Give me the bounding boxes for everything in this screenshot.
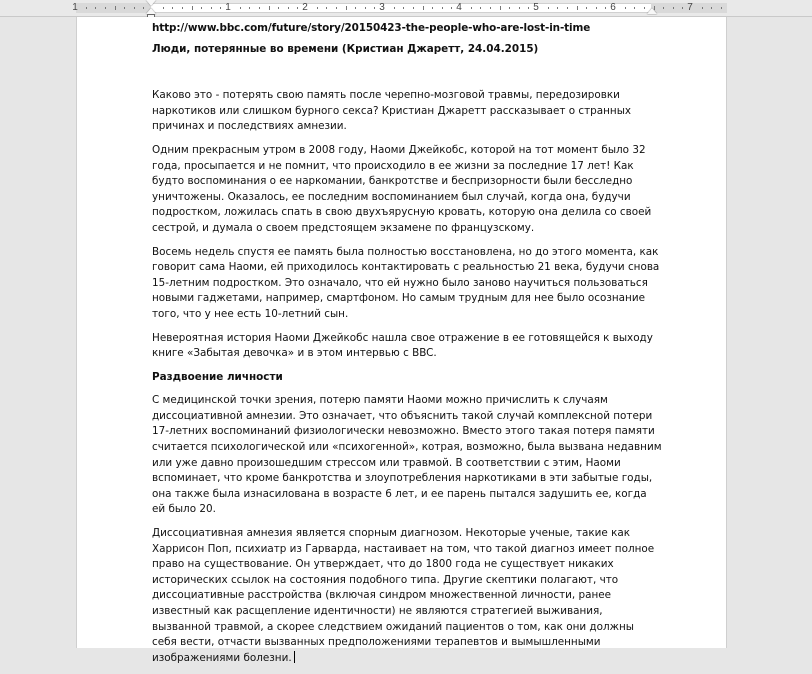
ruler-tick xyxy=(288,7,289,9)
ruler-tick xyxy=(403,7,404,9)
ruler-tick xyxy=(567,7,568,9)
ruler-tick xyxy=(124,7,125,9)
ruler-tick xyxy=(211,7,212,9)
ruler-tick xyxy=(201,7,202,9)
section-heading[interactable]: Раздвоение личности xyxy=(152,370,283,383)
ruler-tick xyxy=(240,7,241,9)
paragraph-last-text: Диссоциативная амнезия является спорным диагнозом. Некоторые ученые, такие как Харрисон Поп, психиатр из Гарварда, настаивает на том, что такой диагноз имеет полное право на существование. Он утверждает, что до 1800 года не существует никаких исторических ссылок на состояния подобного типа. Другие скептики полагают, что диссоциативные расстройства (включая синдром множественной личности, ранее известный как расщепление идентичности) не являются стратегией выживания, вызванной травмой, а скорее следствием ожиданий пациентов о том, как они должны себя вести, отчасти вызванных предположениями терапевтов и вымышленными изображениями болезни. xyxy=(152,527,655,664)
ruler-tick xyxy=(432,7,433,9)
right-indent-marker[interactable] xyxy=(647,8,657,14)
ruler-tick xyxy=(423,6,424,10)
ruler-number: 6 xyxy=(610,2,616,13)
ruler-tick xyxy=(115,6,116,10)
paragraph[interactable]: Восемь недель спустя ее память была полностью восстановлена, но до этого момента, как говорит сама Наоми, ей приходилось контактировать с реальностью 21 века, будучи снова 15-летним подростком. Это означало, что ей нужно было заново научиться пользоваться новыми гаджетами, например, смартфоном. Но самым трудным для нее было осознание того, что у нее есть 10-летний сын. xyxy=(152,245,660,320)
ruler-tick xyxy=(86,7,87,9)
ruler-tick xyxy=(605,7,606,9)
ruler-tick xyxy=(192,6,193,10)
ruler-number: 5 xyxy=(533,2,539,13)
ruler-tick xyxy=(673,7,674,9)
ruler-tick xyxy=(625,7,626,9)
ruler-tick xyxy=(394,7,395,9)
ruler-number: 3 xyxy=(379,2,385,13)
ruler-tick xyxy=(297,7,298,9)
ruler-tick xyxy=(143,7,144,9)
paragraph-last[interactable] xyxy=(152,526,662,666)
ruler-tick xyxy=(336,7,337,9)
ruler-tick xyxy=(442,7,443,9)
ruler-tick xyxy=(480,7,481,9)
ruler-number: 1 xyxy=(72,2,78,13)
ruler-tick xyxy=(220,7,221,9)
ruler-tick xyxy=(471,7,472,9)
ruler-tick xyxy=(702,7,703,9)
ruler-tick xyxy=(172,7,173,9)
ruler-tick xyxy=(413,7,414,9)
ruler-tick xyxy=(182,7,183,9)
ruler-tick xyxy=(577,6,578,10)
ruler-tick xyxy=(663,7,664,9)
ruler-tick xyxy=(596,7,597,9)
ruler-number: 2 xyxy=(302,2,308,13)
ruler-tick xyxy=(259,7,260,9)
ruler-tick xyxy=(509,7,510,9)
ruler-tick xyxy=(644,7,645,9)
paragraph[interactable]: С медицинской точки зрения, потерю памяти Наоми можно причислить к случаям диссоциативной амнезии. Это означает, что объяснить такой случай комплексной потери 17-летних воспоминаний физиологически невозможно. Вместо этого такая потеря памяти считается психологической или «психогенной», котрая, возможно, была вызвана недавним или уже давно произошедшим стрессом или травмой. В соответствии с этим, Наоми вспоминает, что кроме банкротства и злоупотребления наркотиками в эти забытые годы, она также была изнасилована в возрасте 6 лет, и ее парень пытался задушить ее, когда ей было 20. xyxy=(152,394,662,516)
ruler-tick xyxy=(346,6,347,10)
ruler-number: 4 xyxy=(456,2,462,13)
text-cursor xyxy=(294,651,295,663)
paragraph[interactable]: Каково это - потерять свою память после черепно-мозговой травмы, передозировки наркотиков или слишком бурного секса? Кристиан Джаретт рассказывает о странных причинах и последствиях амнезии. xyxy=(152,89,632,133)
ruler-tick xyxy=(721,7,722,9)
horizontal-ruler[interactable] xyxy=(0,0,812,17)
ruler-tick xyxy=(374,7,375,9)
ruler-tick xyxy=(134,7,135,9)
ruler-tick xyxy=(163,7,164,9)
ruler-tick xyxy=(269,6,270,10)
ruler-tick xyxy=(317,7,318,9)
ruler-tick xyxy=(548,7,549,9)
paragraph[interactable]: Невероятная история Наоми Джейкобс нашла свое отражение в ее готовящейся к выходу книге «Забытая девочка» и в этом интервью с BBC. xyxy=(152,331,653,360)
document-body[interactable] xyxy=(152,21,662,674)
ruler-tick xyxy=(95,7,96,9)
ruler-tick xyxy=(490,7,491,9)
ruler-number: 7 xyxy=(687,2,693,13)
article-title[interactable]: Люди, потерянные во времени (Кристиан Джаретт, 24.04.2015) xyxy=(152,42,539,55)
ruler-tick xyxy=(586,7,587,9)
ruler-tick xyxy=(711,7,712,9)
ruler-tick xyxy=(278,7,279,9)
paragraph[interactable]: Одним прекрасным утром в 2008 году, Наоми Джейкобс, которой на тот момент было 32 года, просыпается и не помнит, что происходило в ее жизни за последние 17 лет! Как будто воспоминания о ее наркомании, банкротстве и беспризорности были бесследно уничтожены. Оказалось, ее последним воспоминанием был случай, когда она, будучи подростком, ложилась спать в свою двухъярусную кровать, которую она делила со своей сестрой, и думала о своем предстоящем экзамене по французскому. xyxy=(152,143,652,234)
ruler-tick xyxy=(557,7,558,9)
ruler-left-margin xyxy=(76,3,151,13)
ruler-tick xyxy=(326,7,327,9)
ruler-tick xyxy=(634,7,635,9)
ruler-tick xyxy=(451,7,452,9)
ruler-tick xyxy=(105,7,106,9)
ruler-tick xyxy=(682,7,683,9)
ruler-tick xyxy=(528,7,529,9)
document-page[interactable] xyxy=(76,17,727,664)
first-line-indent-marker[interactable] xyxy=(146,0,156,6)
ruler-tick xyxy=(249,7,250,9)
source-url[interactable]: http://www.bbc.com/future/story/20150423-the-people-who-are-lost-in-time xyxy=(152,22,591,34)
ruler-tick xyxy=(355,7,356,9)
ruler-tick xyxy=(365,7,366,9)
ruler-tick xyxy=(519,7,520,9)
ruler-number: 1 xyxy=(225,2,231,13)
ruler-tick xyxy=(500,6,501,10)
